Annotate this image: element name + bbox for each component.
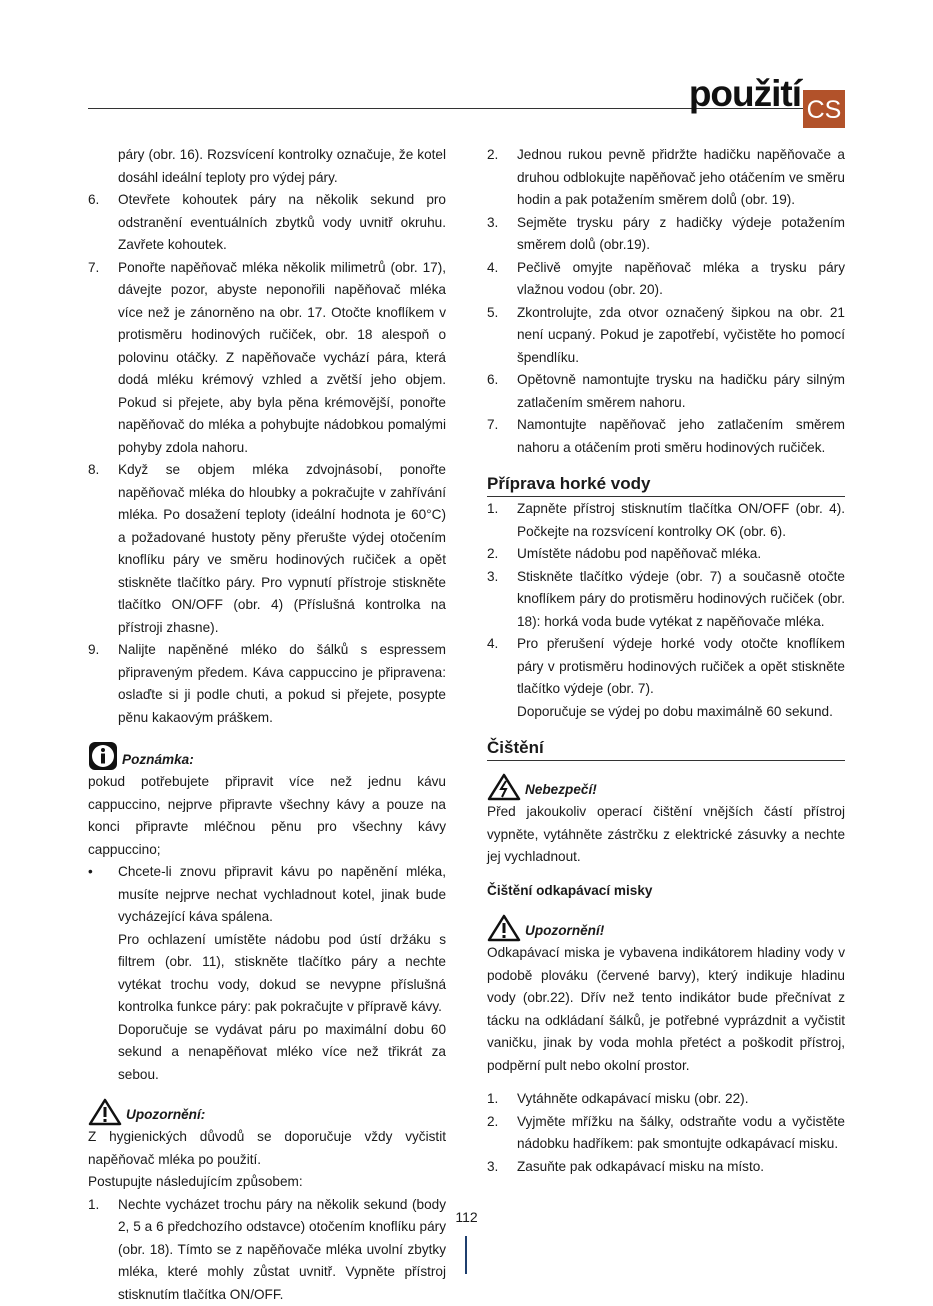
list-continuation: páry (obr. 16). Rozsvícení kontrolky označuje, že kotel dosáhl ideální teploty pro výdej páry. [88,144,446,189]
subsection-title-drip-tray: Čištění odkapávací misky [487,880,845,903]
list-item: 6. Opětovně namontujte trysku na hadičku páry silným zatlačením směrem nahoru. [487,369,845,414]
section-title-hot-water: Příprava horké vody [487,473,845,497]
warning-label: Upozornění: [126,1104,205,1127]
list-item: 6. Otevřete kohoutek páry na několik sekund pro odstranění eventuálních zbytků vody uvnitř okruhu. Zavřete kohoutek. [88,189,446,257]
language-badge: CS [803,90,845,128]
left-column [88,144,446,1306]
electric-hazard-icon [487,773,521,801]
warning-label: Upozornění! [525,920,604,943]
list-item: 3. Zasuňte pak odkapávací misku na místo. [487,1156,845,1179]
info-icon [88,741,118,771]
list-item: 2. Umístěte nádobu pod napěňovač mléka. [487,543,845,566]
note-text: pokud potřebujete připravit více než jednu kávu cappuccino, nejprve připravte všechny kávy a pouze na konci připravte mléčnou pěnu pro všechny kávy cappuccino; [88,771,446,861]
bullet-item: • Chcete-li znovu připravit kávu po napěnění mléka, musíte nejprve nechat vychladnout kotel, jinak bude vycházející káva spálena. [88,861,446,929]
danger-text: Před jakoukoliv operací čištění vnějších částí přístroj vypněte, vytáhněte zástrčku z elektrické zásuvky a nechte jej vychladnout. [487,801,845,869]
list-item: 2. Vyjměte mřížku na šálky, odstraňte vodu a vyčistěte nádobku hadříkem: pak smontujte odkapávací misku. [487,1111,845,1156]
warning-heading [88,1098,446,1126]
warning-heading [487,914,845,942]
section-title-cleaning: Čištění [487,737,845,761]
list-item: 3. Stiskněte tlačítko výdeje (obr. 7) a současně otočte knoflíkem páry do protisměru hodinových ručiček (obr. 18): horká voda bude vytékat z napěňovače mléka. [487,566,845,634]
right-column [487,144,845,1178]
danger-label: Nebezpečí! [525,779,597,802]
list-item: 3. Sejměte trysku páry z hadičky výdeje potažením směrem dolů (obr.19). [487,212,845,257]
note-label: Poznámka: [122,749,194,772]
note-heading [88,741,446,771]
footer-line [465,1236,467,1274]
danger-heading [487,773,845,801]
warning-icon [88,1098,122,1126]
bullet-continuation: Doporučuje se vydávat páru po maximální dobu 60 sekund a nenapěňovat mléko více než třikrát za sebou. [88,1019,446,1087]
instruction-text: Postupujte následujícím způsobem: [88,1171,446,1194]
list-item: 4. Pečlivě omyjte napěňovač mléka a trysku páry vlažnou vodou (obr. 20). [487,257,845,302]
warning-text: Odkapávací miska je vybavena indikátorem hladiny vody v podobě plováku (červené barvy), který indikuje hladinu vody (obr.22). Dřív než tento indikátor bude přečnívat z tácku na odkládaní šálků, je potřebné vyprázdnit a vyčistit vaničku, jinak by voda mohla přetéct a poškodit přístroj, podpěrní pult nebo okolní prostor. [487,942,845,1077]
list-item: 4. Pro přerušení výdeje horké vody otočte knoflíkem páry v protisměru hodinových ručiček a opět stiskněte tlačítko výdeje (obr. 7). [487,633,845,701]
list-item: 1. Zapněte přístroj stisknutím tlačítka ON/OFF (obr. 4). Počkejte na rozsvícení kontrolky OK (obr. 6). [487,498,845,543]
bullet-continuation: Pro ochlazení umístěte nádobu pod ústí držáku s filtrem (obr. 11), stiskněte tlačítko páry a nechte vytékat trochu vody, dokud se nevypne příslušná kontrolka funkce páry: pak pokračujte v přípravě kávy. [88,929,446,1019]
list-continuation: Doporučuje se výdej po dobu maximálně 60 sekund. [487,701,845,724]
warning-icon [487,914,521,942]
list-item: 2. Jednou rukou pevně přidržte hadičku napěňovače a druhou odblokujte napěňovač jeho otáčením ve směru hodin a pak potažením směrem dolů (obr. 19). [487,144,845,212]
list-item: 5. Zkontrolujte, zda otvor označený šipkou na obr. 21 není ucpaný. Pokud je zapotřebí, vyčistěte ho pomocí špendlíku. [487,302,845,370]
list-item: 1. Vytáhněte odkapávací misku (obr. 22). [487,1088,845,1111]
warning-text: Z hygienických důvodů se doporučuje vždy vyčistit napěňovač mléka po použití. [88,1126,446,1171]
page-number: 112 [0,1209,933,1225]
list-item: 9. Nalijte napěněné mléko do šálků s espressem připraveným předem. Káva cappuccino je připravena: oslaďte si ji podle chuti, a pokud si přejete, posypte pěnu kakaovým práškem. [88,639,446,729]
list-item: 7. Ponořte napěňovač mléka několik milimetrů (obr. 17), dávejte pozor, abyste neponořili napěňovač mléka více než je zánorněno na obr. 17. Otočte knoflíkem v protisměru hodinových ručiček, obr. 18 alespoň o polovinu otáčky. Z napěňovače vychází pára, která dodá mléku krémový vzhled a zvětší jeho objem. Pokud si přejete, aby byla pěna krémovější, ponořte napěňovač do mléka a pohybujte nádobkou pomalými pohyby zdola nahoru. [88,257,446,460]
page-title: použití [689,74,801,114]
list-item: 7. Namontujte napěňovač jeho zatlačením směrem nahoru a otáčením proti směru hodinových ručiček. [487,414,845,459]
list-item: 8. Když se objem mléka zdvojnásobí, ponořte napěňovač mléka do hloubky a pokračujte v zahřívání mléka. Po dosažení teploty (ideální hodnota je 60°C) a požadované hustoty pěny přerušte výdej otočením knoflíku páry ve směru hodinových ručiček a opět stiskněte tlačítko páry. Pro vypnutí přístroje stiskněte tlačítko ON/OFF (obr. 4) (Příslušná kontrolka na přístroji zhasne). [88,459,446,639]
list-item: 1. Nechte vycházet trochu páry na několik sekund (body 2, 5 a 6 předchozího odstavce) otočením knoflíku páry (obr. 18). Tímto se z napěňovače mléka uvolní zbytky mléka, které mohly zůstat uvnitř. Vypněte přístroj stisknutím tlačítka ON/OFF. [88,1194,446,1306]
